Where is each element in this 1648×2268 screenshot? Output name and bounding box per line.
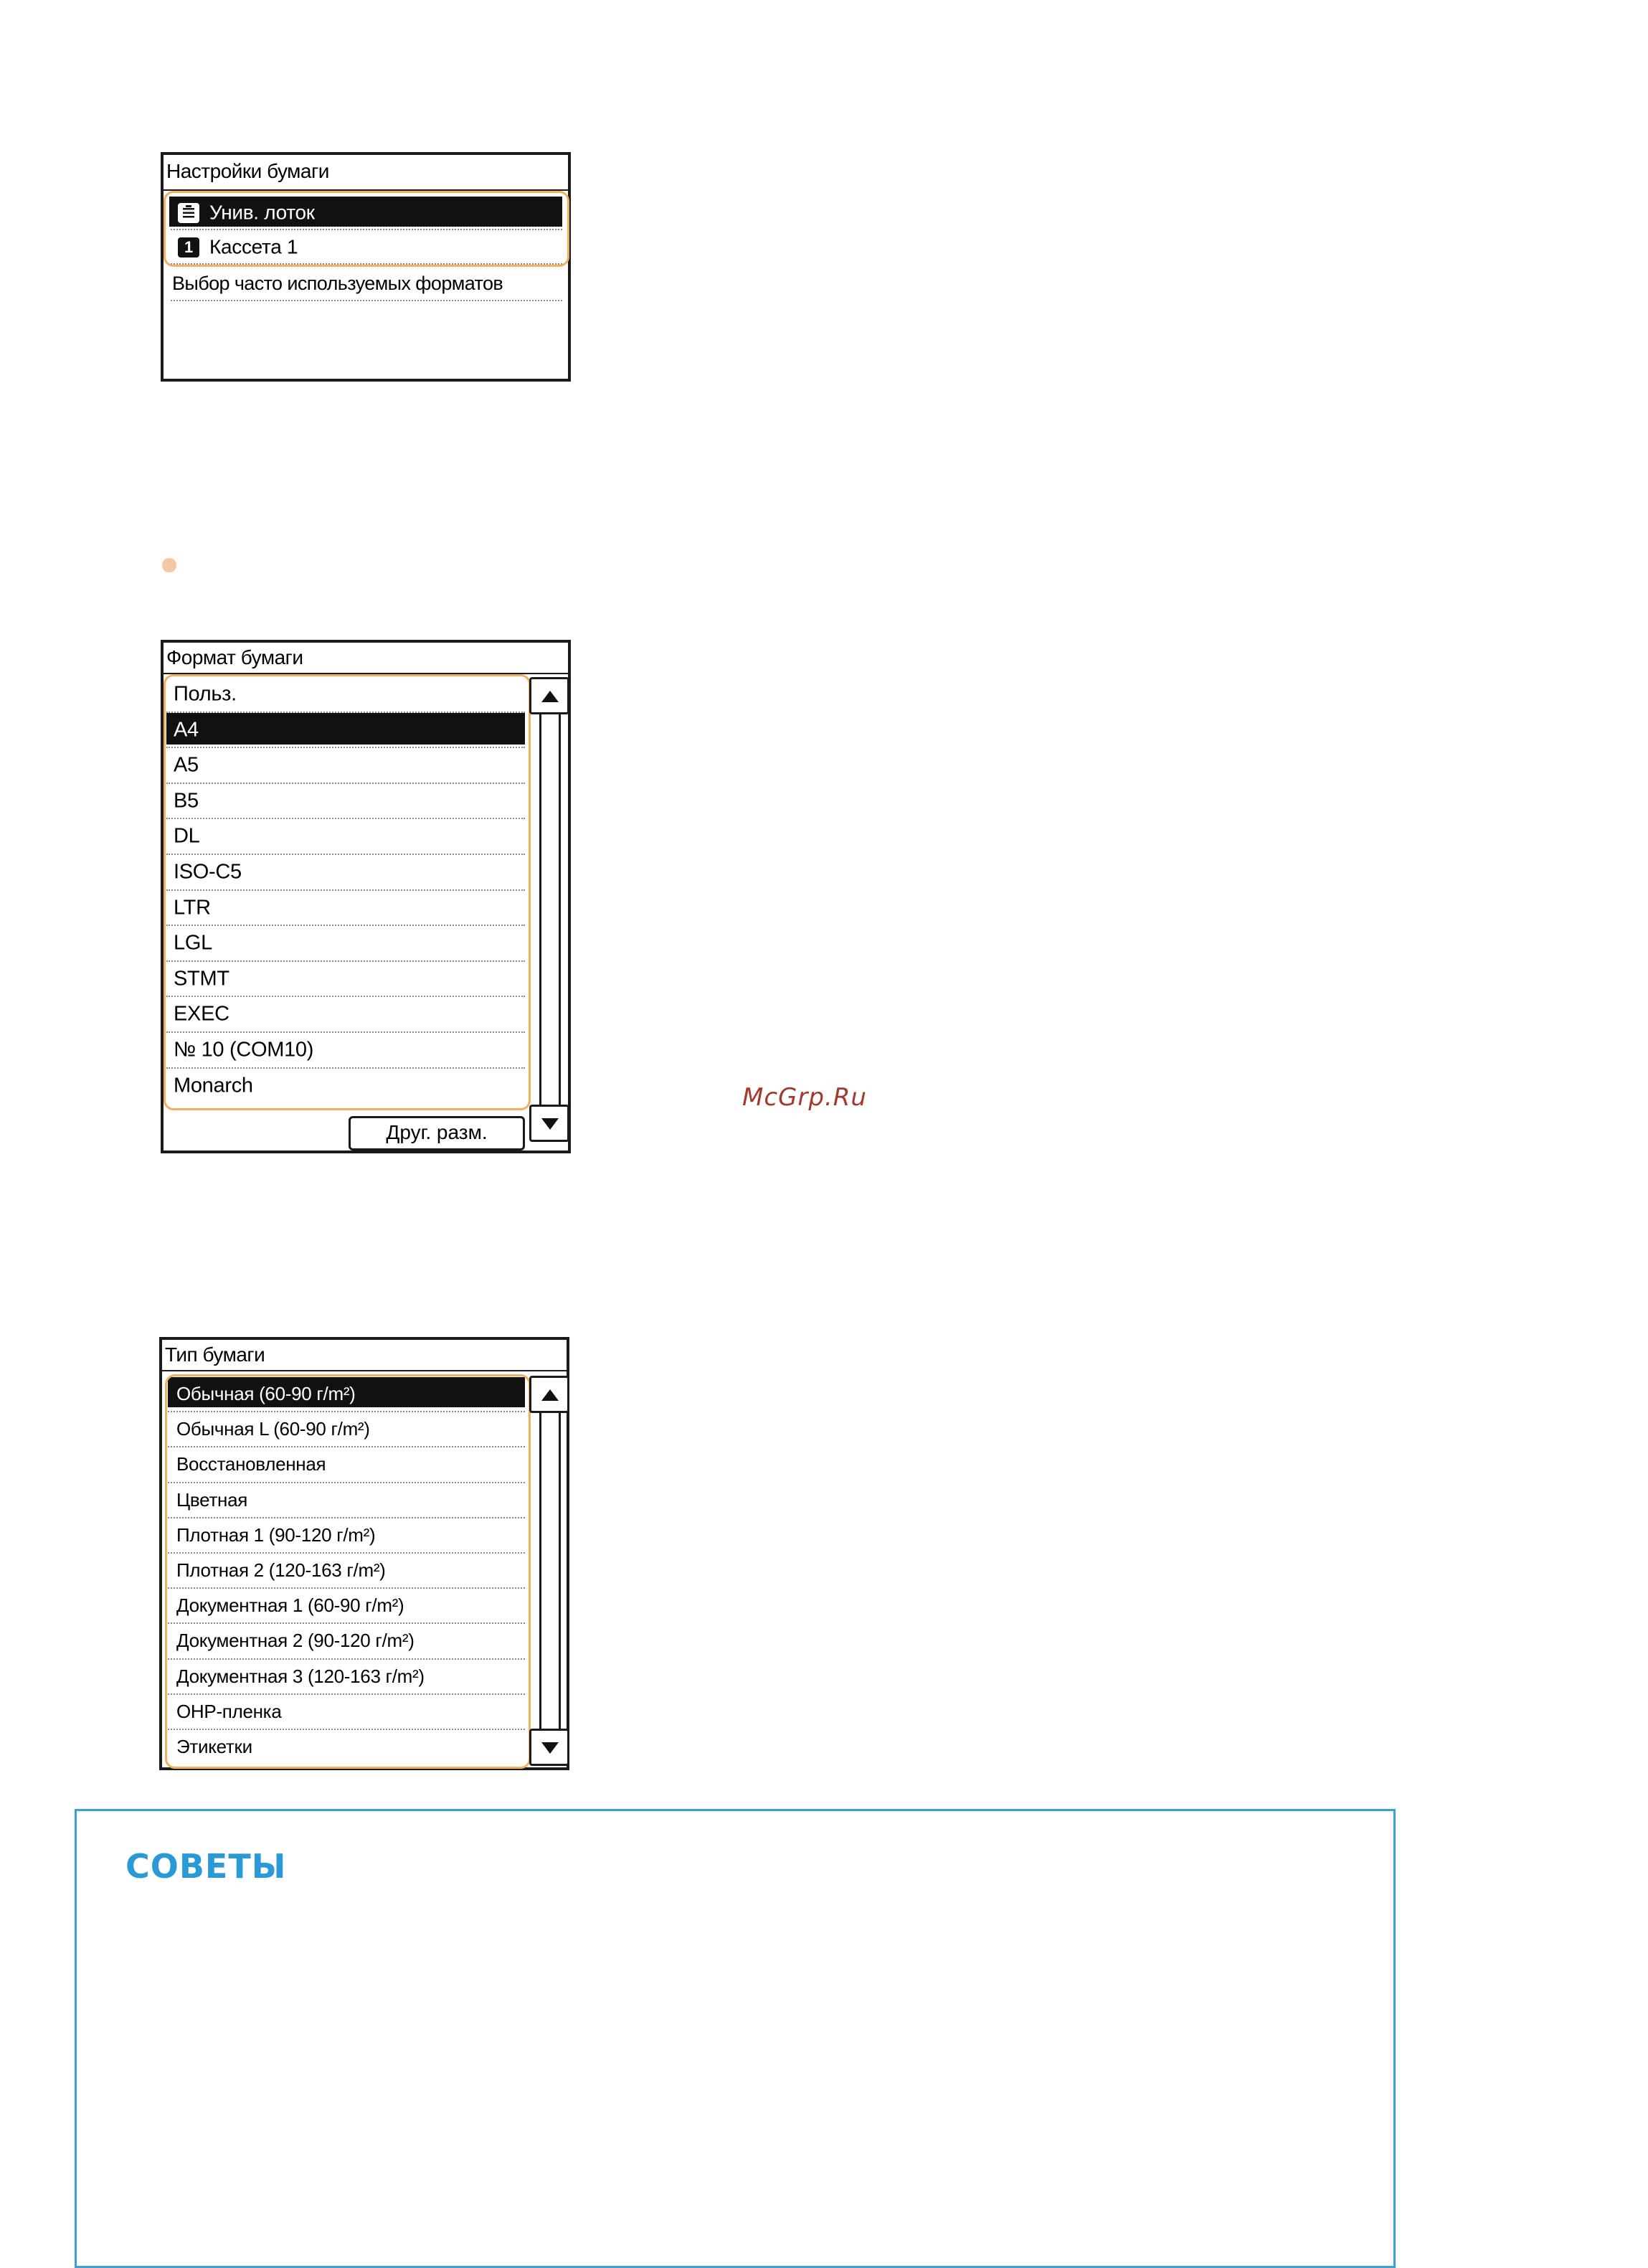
item-label: Цветная bbox=[176, 1488, 248, 1511]
screen-title: Настройки бумаги bbox=[166, 160, 329, 182]
list-item[interactable] bbox=[166, 713, 525, 745]
dotted-separator bbox=[171, 300, 562, 301]
scroll-track bbox=[539, 714, 561, 1105]
tips-title: СОВЕТЫ bbox=[126, 1847, 287, 1886]
item-label: Обычная (60-90 г/m²) bbox=[176, 1383, 356, 1405]
item-label: Документная 2 (90-120 г/m²) bbox=[176, 1630, 415, 1652]
list-item[interactable] bbox=[166, 1033, 525, 1064]
dotted-separator bbox=[171, 229, 562, 230]
item-label: Этикетки bbox=[176, 1736, 252, 1758]
title-divider bbox=[164, 673, 568, 674]
arrow-down-icon bbox=[540, 1117, 560, 1131]
list-item[interactable] bbox=[168, 1660, 525, 1690]
list-item[interactable] bbox=[168, 1412, 525, 1442]
drawer-1-icon: 1 bbox=[178, 237, 199, 257]
list-item[interactable] bbox=[166, 926, 525, 958]
scroll-up-button[interactable] bbox=[529, 677, 569, 714]
scrollbar[interactable] bbox=[526, 674, 571, 1150]
paper-size-screen bbox=[161, 640, 571, 1153]
list-item[interactable] bbox=[166, 962, 525, 993]
item-label: Документная 3 (120-163 г/m²) bbox=[176, 1665, 425, 1687]
bullet-dot bbox=[162, 558, 176, 572]
list-item[interactable] bbox=[166, 997, 525, 1029]
paper-type-screen bbox=[159, 1337, 569, 1770]
item-label: B5 bbox=[174, 789, 199, 813]
item-label: Выбор часто используемых форматов bbox=[172, 272, 503, 294]
list-item[interactable] bbox=[168, 1589, 525, 1619]
scrollbar[interactable] bbox=[526, 1376, 571, 1770]
list-item[interactable] bbox=[168, 1730, 525, 1760]
scroll-up-button[interactable] bbox=[529, 1376, 569, 1413]
item-label: LTR bbox=[174, 895, 211, 919]
list-item[interactable] bbox=[166, 1069, 525, 1100]
list-item-multipurpose-tray[interactable] bbox=[169, 197, 562, 227]
item-label: A4 bbox=[174, 717, 199, 741]
multipurpose-tray-icon bbox=[178, 203, 199, 223]
item-label: EXEC bbox=[174, 1002, 229, 1026]
list-item[interactable] bbox=[166, 748, 525, 780]
list-item-drawer-1[interactable] bbox=[169, 231, 562, 261]
item-label: № 10 (COM10) bbox=[174, 1038, 314, 1062]
arrow-up-icon bbox=[540, 1388, 560, 1402]
watermark: McGrp.Ru bbox=[742, 1083, 867, 1112]
list-item[interactable] bbox=[168, 1447, 525, 1478]
item-label: OHP-пленка bbox=[176, 1700, 282, 1722]
item-label: STMT bbox=[174, 967, 229, 991]
list-item[interactable] bbox=[168, 1483, 525, 1513]
list-item[interactable] bbox=[168, 1377, 525, 1407]
list-item[interactable] bbox=[168, 1695, 525, 1725]
item-label: ISO-C5 bbox=[174, 860, 242, 884]
list-item[interactable] bbox=[168, 1518, 525, 1549]
list-item[interactable] bbox=[168, 1554, 525, 1584]
list-item[interactable] bbox=[168, 1624, 525, 1654]
tips-box bbox=[75, 1809, 1396, 2268]
arrow-up-icon bbox=[540, 689, 560, 704]
item-label: A5 bbox=[174, 753, 199, 777]
screen-title: Тип бумаги bbox=[165, 1343, 265, 1366]
item-label: Плотная 2 (120-163 г/m²) bbox=[176, 1559, 386, 1582]
list-item[interactable] bbox=[166, 891, 525, 922]
list-item[interactable] bbox=[166, 677, 525, 709]
item-label: Кассета 1 bbox=[209, 235, 298, 258]
item-label: Обычная L (60-90 г/m²) bbox=[176, 1418, 370, 1440]
list-item[interactable] bbox=[166, 784, 525, 816]
item-label: Польз. bbox=[174, 682, 237, 706]
list-item[interactable] bbox=[166, 855, 525, 887]
item-label: Документная 1 (60-90 г/m²) bbox=[176, 1594, 404, 1617]
title-divider bbox=[162, 1370, 567, 1371]
item-label: Monarch bbox=[174, 1073, 253, 1097]
list-item[interactable] bbox=[166, 819, 525, 851]
scroll-track bbox=[539, 1413, 561, 1729]
item-label: Плотная 1 (90-120 г/m²) bbox=[176, 1523, 376, 1546]
title-divider bbox=[164, 189, 568, 191]
arrow-down-icon bbox=[540, 1741, 560, 1755]
list-item-frequent-sizes[interactable] bbox=[166, 267, 568, 297]
scroll-down-button[interactable] bbox=[529, 1729, 569, 1766]
item-label: DL bbox=[174, 824, 200, 848]
item-label: Восстановленная bbox=[176, 1453, 326, 1475]
item-label: LGL bbox=[174, 931, 212, 955]
paper-settings-screen bbox=[161, 152, 571, 382]
item-label: Унив. лоток bbox=[209, 201, 315, 224]
screen-title: Формат бумаги bbox=[166, 646, 303, 668]
dotted-separator bbox=[171, 263, 562, 265]
scroll-down-button[interactable] bbox=[529, 1105, 569, 1142]
other-size-button[interactable]: Друг. разм. bbox=[349, 1116, 525, 1150]
